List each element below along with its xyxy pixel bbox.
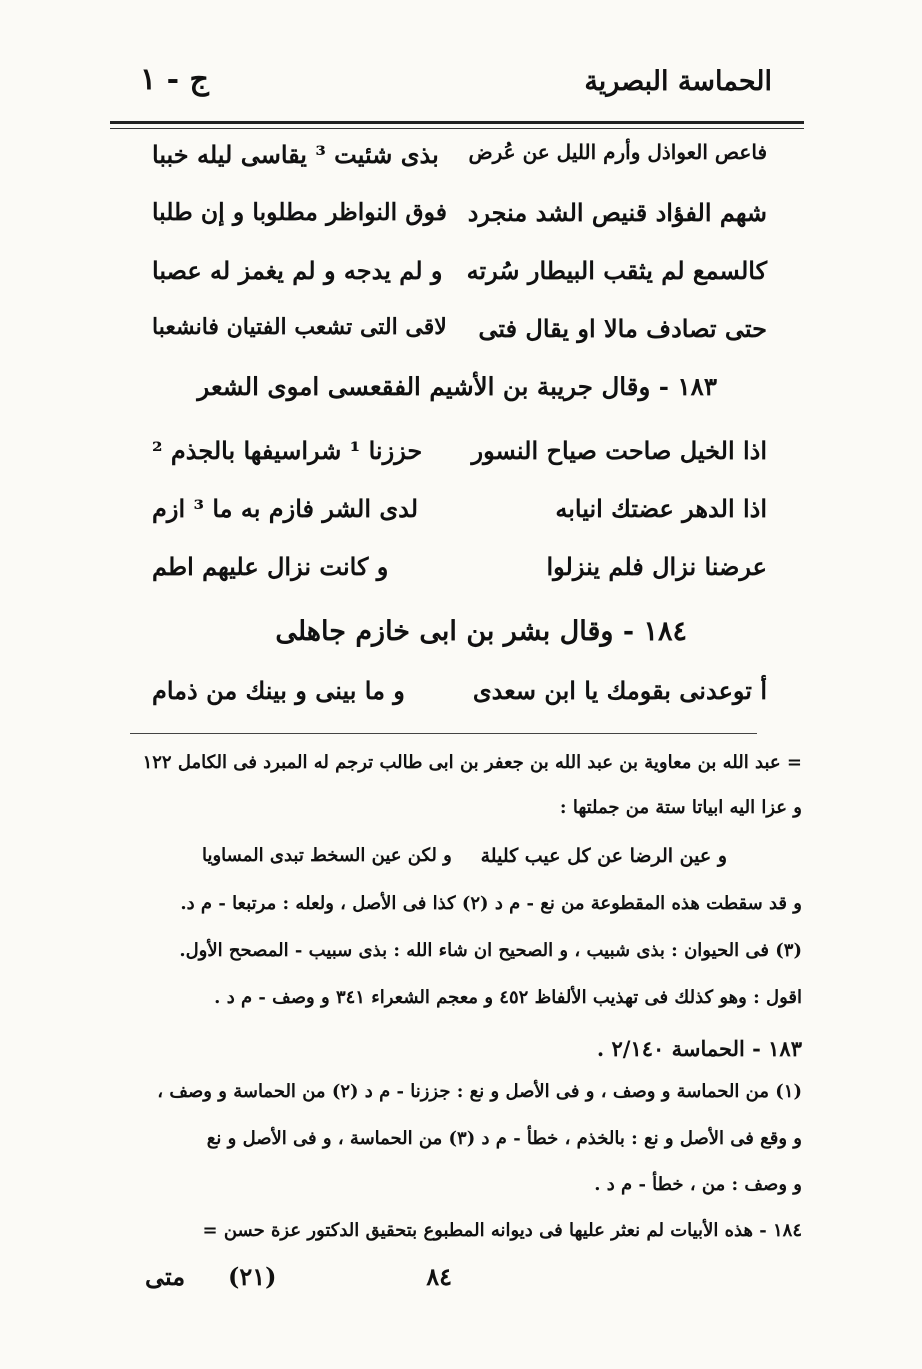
volume-label: ج - ١: [140, 62, 209, 97]
footnote-line: (٣) فى الحيوان : بذى شبيب ، و الصحيح ان شاء الله : بذى سبيب - المصحح الأول.: [179, 940, 802, 961]
second-hemistich: بذى شئيت ³ يقاسى ليله خببا: [152, 140, 439, 169]
verse-line: [152, 198, 767, 248]
verse-line: [152, 314, 767, 364]
second-hemistich: و كانت نزال عليهم اطم: [152, 552, 389, 581]
footnote-line: و وصف : من ، خطأ - م د .: [594, 1174, 802, 1195]
first-hemistich: اذا الخيل صاحت صياح النسور: [471, 436, 767, 465]
header-rule: [110, 121, 804, 124]
footnote-line: و قد سقطت هذه المقطوعة من نع - م د (٢) كذا فى الأصل ، ولعله : مرتبعا - م د.: [180, 893, 802, 914]
first-hemistich: عرضنا نزال فلم ينزلوا: [546, 552, 767, 581]
verse-line: [152, 140, 767, 190]
sheet-signature: (٢١): [228, 1262, 277, 1291]
second-hemistich: و ما بينى و بينك من ذمام: [152, 676, 405, 705]
footnote-line: اقول : وهو كذلك فى تهذيب الألفاظ ٤٥٢ و معجم الشعراء ٣٤١ و وصف - م د .: [214, 987, 802, 1008]
running-title: الحماسة البصرية: [584, 66, 772, 97]
second-hemistich: لاقى التى تشعب الفتيان فانشعبا: [152, 314, 447, 340]
poem-heading-183: ١٨٣ - وقال جريبة بن الأشيم الفقعسى اموى الشعر: [197, 372, 717, 401]
verse-line: [152, 494, 767, 544]
footnote-hemistich: و لكن عين السخط تبدى المساويا: [202, 845, 452, 866]
first-hemistich: شهم الفؤاد قنيص الشد منجرد: [467, 198, 767, 227]
footnote-line: = عبد الله بن معاوية بن عبد الله بن جعفر بن ابى طالب ترجم له المبرد فى الكامل ١٢٢: [142, 752, 802, 773]
second-hemistich: حززنا ¹ شراسيفها بالجذم ²: [152, 436, 423, 465]
header-rule-thin: [110, 128, 804, 129]
first-hemistich: كالسمع لم يثقب البيطار سُرته: [466, 256, 767, 285]
poem-heading-184: ١٨٤ - وقال بشر بن ابى خازم جاهلى: [275, 616, 687, 647]
first-hemistich: أ توعدنى بقومك يا ابن سعدى: [472, 676, 767, 705]
footnote-line: و وقع فى الأصل و نع : بالخذم ، خطأ - م د (٣) من الحماسة ، و فى الأصل و نع: [206, 1128, 802, 1149]
catchword: متى: [145, 1262, 186, 1291]
second-hemistich: و لم يدجه و لم يغمز له عصبا: [152, 256, 443, 285]
second-hemistich: لدى الشر فازم به ما ³ ازم: [152, 494, 419, 523]
footnote-divider: [130, 733, 757, 734]
second-hemistich: فوق النواظر مطلوبا و إن طلبا: [152, 198, 447, 226]
footnote-line: ١٨٤ - هذه الأبيات لم نعثر عليها فى ديوانه المطبوع بتحقيق الدكتور عزة حسن =: [202, 1220, 802, 1241]
first-hemistich: حتى تصادف مالا او يقال فتى: [478, 314, 767, 343]
verse-line: [152, 256, 767, 306]
first-hemistich: فاعص العواذل وأرم الليل عن عُرض: [468, 140, 767, 164]
footnote-line: (١) من الحماسة و وصف ، و فى الأصل و نع : جززنا - م د (٢) من الحماسة و وصف ،: [157, 1081, 802, 1102]
first-hemistich: اذا الدهر عضتك انيابه: [555, 494, 767, 523]
footnote-hemistich: و عين الرضا عن كل عيب كليلة: [480, 845, 727, 867]
footnote-line: ١٨٣ - الحماسة ٢/١٤٠ .: [596, 1036, 802, 1061]
verse-line: [152, 436, 767, 486]
footnote-verse: [202, 845, 727, 877]
page-number: ٨٤: [426, 1262, 452, 1291]
verse-line: [152, 552, 767, 602]
footnote-line: و عزا اليه ابياتا ستة من جملتها :: [559, 797, 802, 818]
verse-line: [152, 676, 767, 726]
